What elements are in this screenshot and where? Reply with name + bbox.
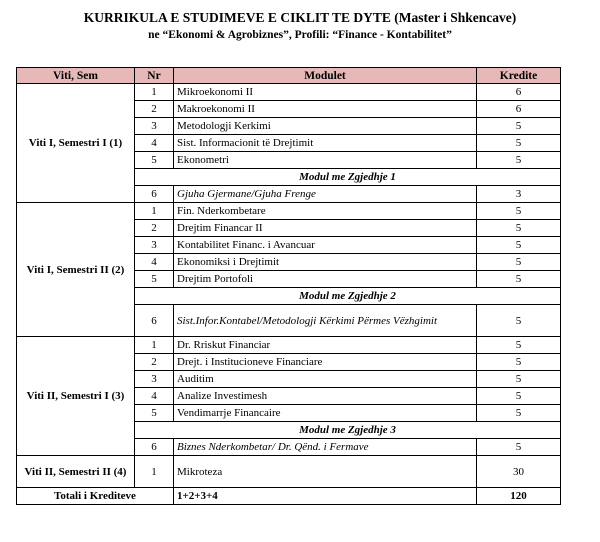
elective-label: Modul me Zgjedhje 3 (135, 422, 561, 439)
module-credits: 3 (477, 186, 561, 203)
row-nr: 2 (135, 220, 174, 237)
module-name: Mikroteza (174, 456, 477, 488)
module-name: Drejtim Financar II (174, 220, 477, 237)
row-nr: 1 (135, 337, 174, 354)
module-credits: 5 (477, 220, 561, 237)
total-row (17, 488, 561, 505)
module-credits: 5 (477, 371, 561, 388)
row-nr: 1 (135, 203, 174, 220)
row-nr: 6 (135, 439, 174, 456)
module-name: Dr. Rriskut Financiar (174, 337, 477, 354)
module-name: Sist. Informacionit të Drejtimit (174, 135, 477, 152)
total-formula: 1+2+3+4 (174, 488, 477, 505)
module-credits: 6 (477, 84, 561, 101)
module-credits: 5 (477, 203, 561, 220)
row-nr: 6 (135, 305, 174, 337)
module-credits: 5 (477, 237, 561, 254)
module-credits: 5 (477, 135, 561, 152)
table-row (17, 203, 561, 220)
curriculum-table (16, 67, 561, 505)
table-header-row (17, 68, 561, 84)
document-title: KURRIKULA E STUDIMEVE E CIKLIT TE DYTE (Master i Shkencave) (83, 10, 517, 25)
module-credits: 5 (477, 254, 561, 271)
module-name: Ekonometri (174, 152, 477, 169)
module-name: Analize Investimesh (174, 388, 477, 405)
row-nr: 1 (135, 84, 174, 101)
module-name: Ekonomiksi i Drejtimit (174, 254, 477, 271)
module-name: Kontabilitet Financ. i Avancuar (174, 237, 477, 254)
module-name: Drejt. i Institucioneve Financiare (174, 354, 477, 371)
module-name: Drejtim Portofoli (174, 271, 477, 288)
elective-label: Modul me Zgjedhje 1 (135, 169, 561, 186)
module-credits: 5 (477, 337, 561, 354)
thesis-row (17, 456, 561, 488)
module-credits: 5 (477, 388, 561, 405)
semester-label: Viti II, Semestri I (3) (17, 337, 135, 456)
row-nr: 3 (135, 237, 174, 254)
row-nr: 5 (135, 152, 174, 169)
module-credits: 5 (477, 305, 561, 337)
header-credits: Kredite (477, 68, 561, 84)
module-credits: 5 (477, 271, 561, 288)
module-credits: 5 (477, 152, 561, 169)
document-subtitle: ne “Ekonomi & Agrobiznes”, Profili: “Finance - Kontabilitet” (148, 29, 452, 41)
module-name: Auditim (174, 371, 477, 388)
module-name: Mikroekonomi II (174, 84, 477, 101)
module-credits: 5 (477, 118, 561, 135)
module-credits: 5 (477, 354, 561, 371)
row-nr: 6 (135, 186, 174, 203)
table-row (17, 337, 561, 354)
semester-label: Viti I, Semestri I (1) (17, 84, 135, 203)
row-nr: 5 (135, 405, 174, 422)
header-year-sem: Viti, Sem (17, 68, 135, 84)
semester-label: Viti I, Semestri II (2) (17, 203, 135, 337)
module-name: Makroekonomi II (174, 101, 477, 118)
module-credits: 6 (477, 101, 561, 118)
semester-label: Viti II, Semestri II (4) (17, 456, 135, 488)
module-credits: 5 (477, 405, 561, 422)
row-nr: 5 (135, 271, 174, 288)
row-nr: 4 (135, 254, 174, 271)
row-nr: 3 (135, 371, 174, 388)
elective-module-name: Gjuha Gjermane/Gjuha Frenge (174, 186, 477, 203)
module-credits: 5 (477, 439, 561, 456)
row-nr: 4 (135, 135, 174, 152)
module-name: Fin. Nderkombetare (174, 203, 477, 220)
module-name: Vendimarrje Financaire (174, 405, 477, 422)
row-nr: 2 (135, 101, 174, 118)
header-nr: Nr (135, 68, 174, 84)
total-credits: 120 (477, 488, 561, 505)
elective-label: Modul me Zgjedhje 2 (135, 288, 561, 305)
row-nr: 1 (135, 456, 174, 488)
elective-module-name: Biznes Nderkombetar/ Dr. Qënd. i Fermave (174, 439, 477, 456)
table-row (17, 84, 561, 101)
row-nr: 4 (135, 388, 174, 405)
module-credits: 30 (477, 456, 561, 488)
row-nr: 3 (135, 118, 174, 135)
header-modules: Modulet (174, 68, 477, 84)
row-nr: 2 (135, 354, 174, 371)
total-label: Totali i Krediteve (17, 488, 174, 505)
elective-module-name: Sist.Infor.Kontabel/Metodologji Kërkimi Përmes Vëzhgimit (174, 305, 477, 337)
module-name: Metodologji Kerkimi (174, 118, 477, 135)
